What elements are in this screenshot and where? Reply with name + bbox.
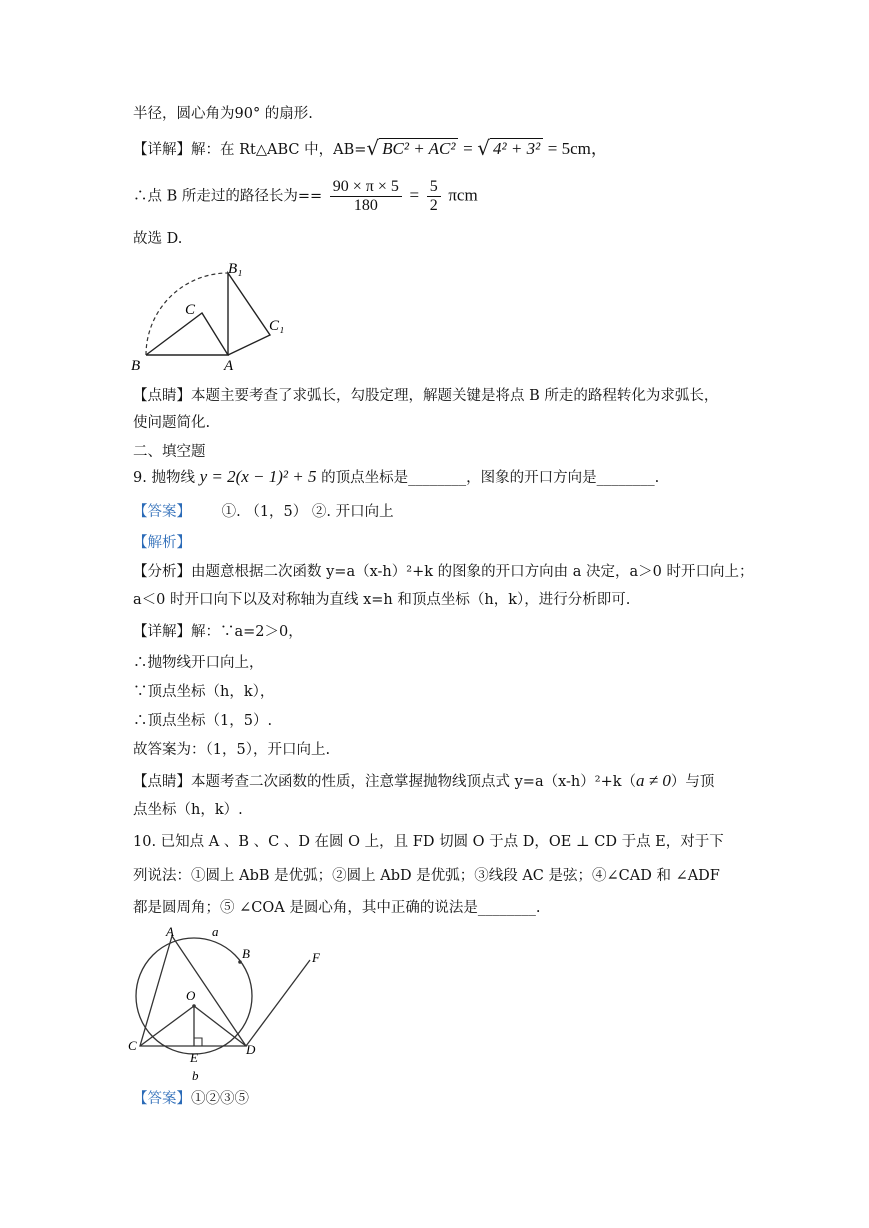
triangle-abc [146,313,228,355]
section-title: 二、填空题 [133,444,206,460]
sqrt-icon: √ [477,136,491,160]
answer-label: 【答案】 [133,1091,191,1107]
text: 【点睛】本题考查二次函数的性质，注意掌握抛物线顶点式 y=a（x-h）²+k（ [133,774,637,790]
math-expr: y = 2(x − 1)² + 5 [199,467,317,486]
math-expr: a ≠ 0 [636,771,671,790]
math-expr: BC² + AC² [379,138,458,159]
label-a-arc: a [212,924,219,939]
label-e: E [190,1050,198,1065]
denominator: 2 [429,197,438,214]
text-line: 故选 D. [133,231,183,247]
question-10: 10. 已知点 A 、B 、C 、D 在圆 O 上，且 FD 切圆 O 于点 D，OE ⊥ CD 于点 E，对于下 [133,834,724,850]
label-b-arc: b [192,1068,199,1083]
solution-line-path [133,178,478,215]
label-c1: C₁ [269,318,285,334]
text-line: 点坐标（h，k）. [133,802,243,818]
fraction [427,178,441,215]
numerator: 90 × π × 5 [330,178,402,197]
text-line [133,771,714,792]
text: 的顶点坐标是________，图象的开口方向是________. [321,470,660,486]
label-b: B [131,358,141,374]
text: 【详解】解：在 Rt△ABC 中，AB= [133,142,367,158]
text-line: 【详解】解：∵a=2＞0， [133,624,303,640]
label-b1: B₁ [228,261,243,277]
label-o: O [186,988,196,1003]
figure-circle [128,922,328,1084]
text-line: 【分析】由题意根据二次函数 y=a（x-h）²+k 的图象的开口方向由 a 决定，a＞0 时开口向上； [133,564,754,580]
sqrt-icon: √ [366,136,380,160]
label-a: A [166,924,174,939]
triangle-ab1c1 [228,273,270,355]
denominator: 180 [353,197,378,214]
center-dot [192,1004,196,1008]
analysis-label: 【解析】 [133,535,191,551]
answer-text: ①②③⑤ [191,1091,249,1107]
label-c: C [185,302,196,318]
solution-line-ab [133,138,608,160]
fraction [330,178,402,215]
answer-label: 【答案】 [133,504,191,520]
text-line: ∵顶点坐标（h，k）， [133,684,275,700]
question-9 [133,467,659,488]
label-b: B [242,946,250,961]
label-a: A [224,358,234,374]
text: ）与顶 [670,774,715,790]
label-f: F [312,950,320,965]
answer-line [133,502,394,522]
answer-line [133,1089,249,1109]
text-line: ∴抛物线开口向上， [133,655,264,671]
right-angle-mark [194,1038,202,1046]
label-c: C [128,1038,137,1053]
text-line: 故答案为：（1，5），开口向上. [133,742,331,758]
tangent-fd [246,960,310,1046]
math-expr: = [463,139,473,158]
text: 9. 抛物线 [133,470,195,486]
numerator: 5 [427,178,441,197]
text-line: 半径，圆心角为90° 的扇形. [133,106,313,122]
math-expr: πcm [448,185,478,205]
text-line: 【点睛】本题主要考查了求弧长，勾股定理，解题关键是将点 B 所走的路程转化为求弧长， [133,388,719,404]
text-line: ∴顶点坐标（1，5）. [133,713,273,729]
label-d: D [246,1042,256,1057]
math-expr: 4² + 3² [490,138,543,159]
question-10: 列说法：①圆上 AbB 是优弧；②圆上 AbD 是优弧；③线段 AC 是弦；④∠CAD 和 ∠ADF [133,868,720,884]
text: ∴点 B 所走过的路径长为== [133,188,323,205]
radius-oc [140,1006,194,1046]
question-10: 都是圆周角；⑤ ∠COA 是圆心角，其中正确的说法是________. [133,900,541,916]
text-line: a＜0 时开口向下以及对称轴为直线 x=h 和顶点坐标（h，k），进行分析即可. [133,592,631,608]
math-expr: = [409,185,420,205]
text-line: 使问题简化. [133,415,211,431]
math-expr: = 5cm， [547,139,608,158]
answer-text: ①. （1，5） ②. 开口向上 [221,504,394,520]
figure-rotation [128,255,288,377]
